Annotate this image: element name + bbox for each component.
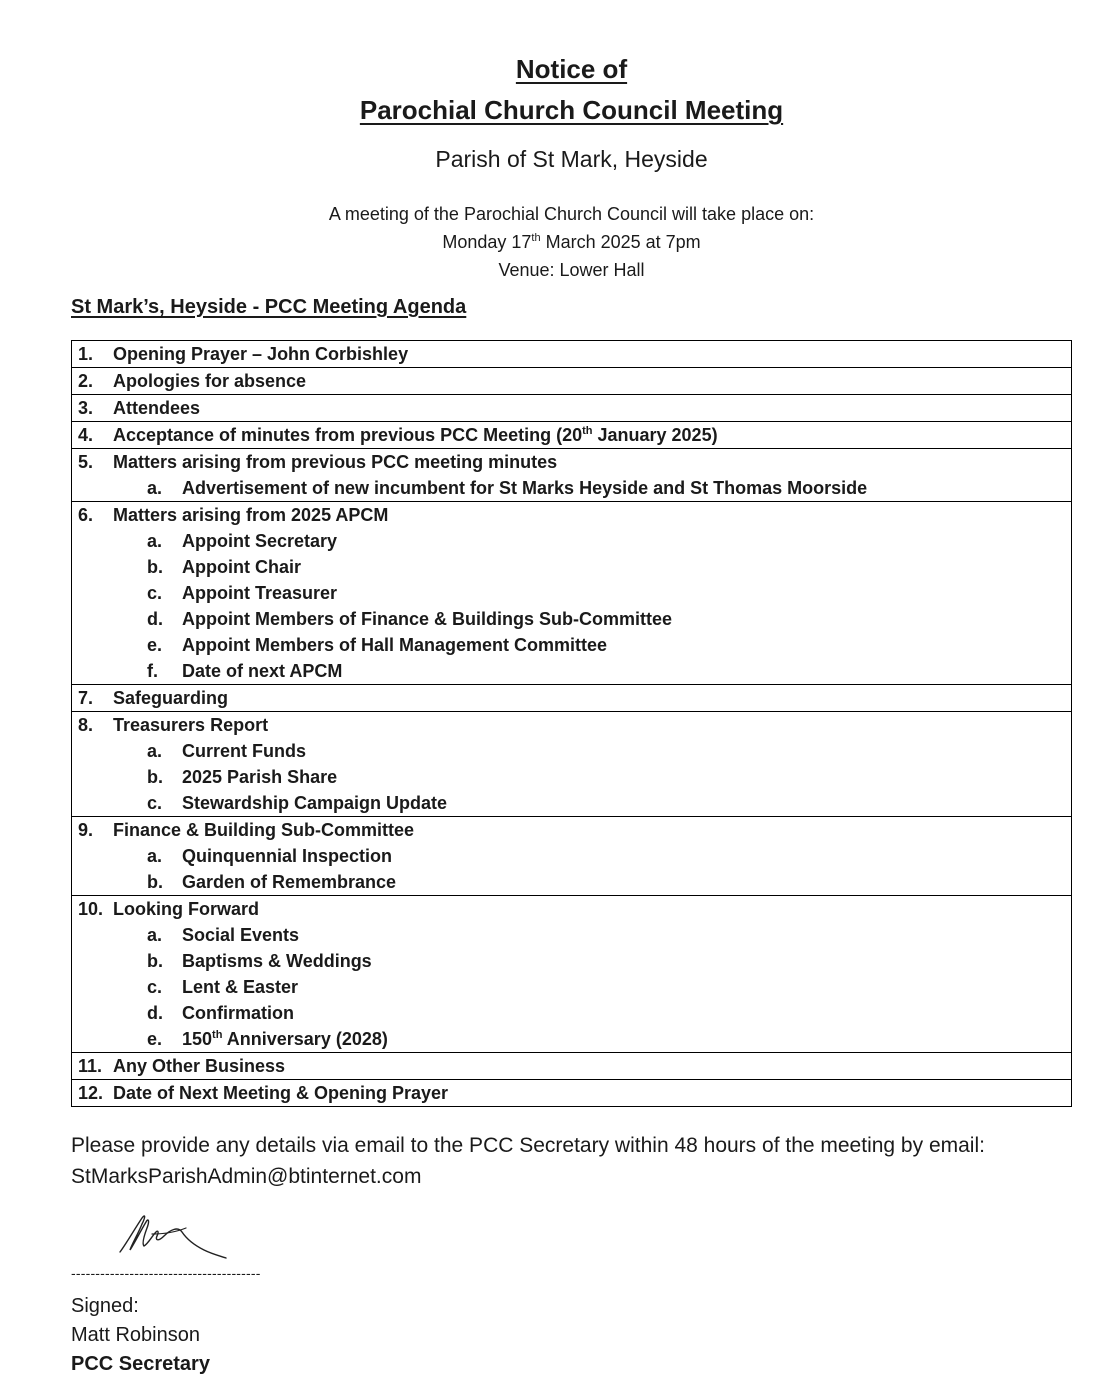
subitem-letter: d. [147,609,163,629]
agenda-cell [72,422,1072,449]
signature-line: --------------------------------------- [71,1265,261,1281]
item-text-after: Anniversary (2028) [222,1029,388,1049]
venue: Venue: Lower Hall [498,260,645,280]
agenda-item [78,1053,1071,1079]
subitem-letter: a. [147,741,163,761]
agenda-cell [72,896,1072,1053]
item-number: 5. [78,452,94,472]
footer-instructions [71,1130,985,1192]
meeting-date [0,228,1104,256]
agenda-cell [72,1080,1072,1107]
agenda-subitem [78,948,1071,974]
agenda-subitem [78,974,1071,1000]
agenda-row [72,817,1072,896]
item-number: 10. [78,899,104,919]
agenda-row [72,1053,1072,1080]
agenda-subitem [78,922,1071,948]
item-text: Confirmation [182,1003,294,1023]
item-text: Stewardship Campaign Update [182,793,448,813]
agenda-subitem [78,738,1071,764]
agenda-item [78,817,1071,843]
intro-line: A meeting of the Parochial Church Council will take place on: [328,204,815,224]
agenda-row [72,502,1072,685]
subitem-letter: e. [147,1029,163,1049]
agenda-row [72,395,1072,422]
agenda-cell [72,341,1072,368]
item-text: Any Other Business [113,1056,286,1076]
item-text: Appoint Chair [182,557,301,577]
item-text: Treasurers Report [113,715,269,735]
agenda-cell [72,449,1072,502]
agenda-row [72,712,1072,817]
item-number: 9. [78,820,94,840]
agenda-cell [72,685,1072,712]
item-text: Appoint Treasurer [182,583,338,603]
agenda-subitem [78,632,1071,658]
subitem-letter: b. [147,767,163,787]
subitem-letter: b. [147,951,163,971]
agenda-row [72,1080,1072,1107]
subitem-letter: d. [147,1003,163,1023]
item-text: Matters arising from previous PCC meeting minutes [113,452,558,472]
item-text: Safeguarding [113,688,229,708]
agenda-subitem [78,764,1071,790]
parish-name: Parish of St Mark, Heyside [435,146,708,172]
signer-role: PCC Secretary [71,1353,210,1375]
meeting-date-suffix: th [531,232,541,244]
item-text: Appoint Members of Finance & Buildings Sub-Committee [182,609,673,629]
subitem-letter: a. [147,846,163,866]
item-text: Looking Forward [113,899,259,919]
signer-name: Matt Robinson [71,1324,200,1346]
item-text: Lent & Easter [182,977,299,997]
item-text: 150 [182,1029,213,1049]
agenda-cell [72,712,1072,817]
agenda-subitem [78,554,1071,580]
agenda-subitem [78,606,1071,632]
item-text: Appoint Members of Hall Management Committee [182,635,608,655]
subitem-letter: c. [147,977,163,997]
meeting-title: Parochial Church Council Meeting [359,95,784,125]
agenda-item [78,449,1071,475]
meeting-details [0,200,1104,284]
agenda-cell [72,1053,1072,1080]
subitem-letter: a. [147,925,163,945]
item-text: Finance & Building Sub-Committee [113,820,415,840]
item-number: 7. [78,688,94,708]
agenda-subitem [78,869,1071,895]
agenda-heading: St Mark’s, Heyside - PCC Meeting Agenda [71,296,467,318]
agenda-item [78,368,1071,394]
agenda-cell [72,395,1072,422]
agenda-subitem [78,1026,1071,1052]
agenda-cell [72,817,1072,896]
item-number: 2. [78,371,94,391]
item-number: 6. [78,505,94,525]
agenda-item [78,395,1071,421]
item-text: Quinquennial Inspection [182,846,393,866]
ordinal-suffix: th [212,1029,223,1041]
item-text: Garden of Remembrance [182,872,397,892]
agenda-row [72,449,1072,502]
subitem-letter: b. [147,872,163,892]
item-text: Appoint Secretary [182,531,338,551]
agenda-table [71,340,1072,1107]
agenda-subitem [78,475,1071,501]
agenda-item [78,712,1071,738]
subitem-letter: c. [147,793,163,813]
subitem-letter: a. [147,531,163,551]
agenda-item [78,422,1071,448]
agenda-subitem [78,528,1071,554]
agenda-cell [72,368,1072,395]
agenda-subitem [78,843,1071,869]
agenda-item [78,896,1071,922]
agenda-row [72,341,1072,368]
agenda-row [72,685,1072,712]
item-text: Date of Next Meeting & Opening Prayer [113,1083,449,1103]
agenda-item [78,341,1071,367]
subitem-letter: c. [147,583,163,603]
item-text: Date of next APCM [182,661,343,681]
item-text: Attendees [113,398,201,418]
subitem-letter: e. [147,635,163,655]
item-number: 11. [78,1056,103,1076]
agenda-row [72,896,1072,1053]
instructions-text: Please provide any details via email to the PCC Secretary within 48 hours of the meeting by email: [71,1134,985,1157]
agenda-item [78,502,1071,528]
item-text: Advertisement of new incumbent for St Marks Heyside and St Thomas Moorside [182,478,868,498]
agenda-cell [72,502,1072,685]
item-text: Current Funds [182,741,306,761]
item-text: Social Events [182,925,300,945]
agenda-subitem [78,658,1071,684]
item-number: 8. [78,715,94,735]
agenda-row [72,368,1072,395]
meeting-date-rest: March 2025 at 7pm [540,232,701,252]
item-text: Acceptance of minutes from previous PCC Meeting (20 [113,425,583,445]
subitem-letter: b. [147,557,163,577]
agenda-item [78,685,1071,711]
notice-title: Notice of [515,54,628,84]
item-text: 2025 Parish Share [182,767,338,787]
email-address: StMarksParishAdmin@btinternet.com [71,1165,422,1188]
signed-label: Signed: [71,1295,139,1317]
item-number: 12. [78,1083,104,1103]
agenda-item [78,1080,1071,1106]
meeting-date-day: Monday 17 [442,232,532,252]
item-text: Matters arising from 2025 APCM [113,505,389,525]
item-text: Opening Prayer – John Corbishley [113,344,409,364]
signature-block [71,1292,210,1379]
agenda-subitem [78,580,1071,606]
item-number: 1. [78,344,94,364]
item-number: 3. [78,398,94,418]
subitem-letter: a. [147,478,163,498]
subitem-letter: f. [147,661,158,681]
agenda-row [72,422,1072,449]
item-number: 4. [78,425,94,445]
item-text: Baptisms & Weddings [182,951,372,971]
item-text-after: January 2025) [592,425,718,445]
signature-image [112,1208,236,1264]
agenda-subitem [78,1000,1071,1026]
item-text: Apologies for absence [113,371,307,391]
ordinal-suffix: th [582,425,593,437]
agenda-subitem [78,790,1071,816]
